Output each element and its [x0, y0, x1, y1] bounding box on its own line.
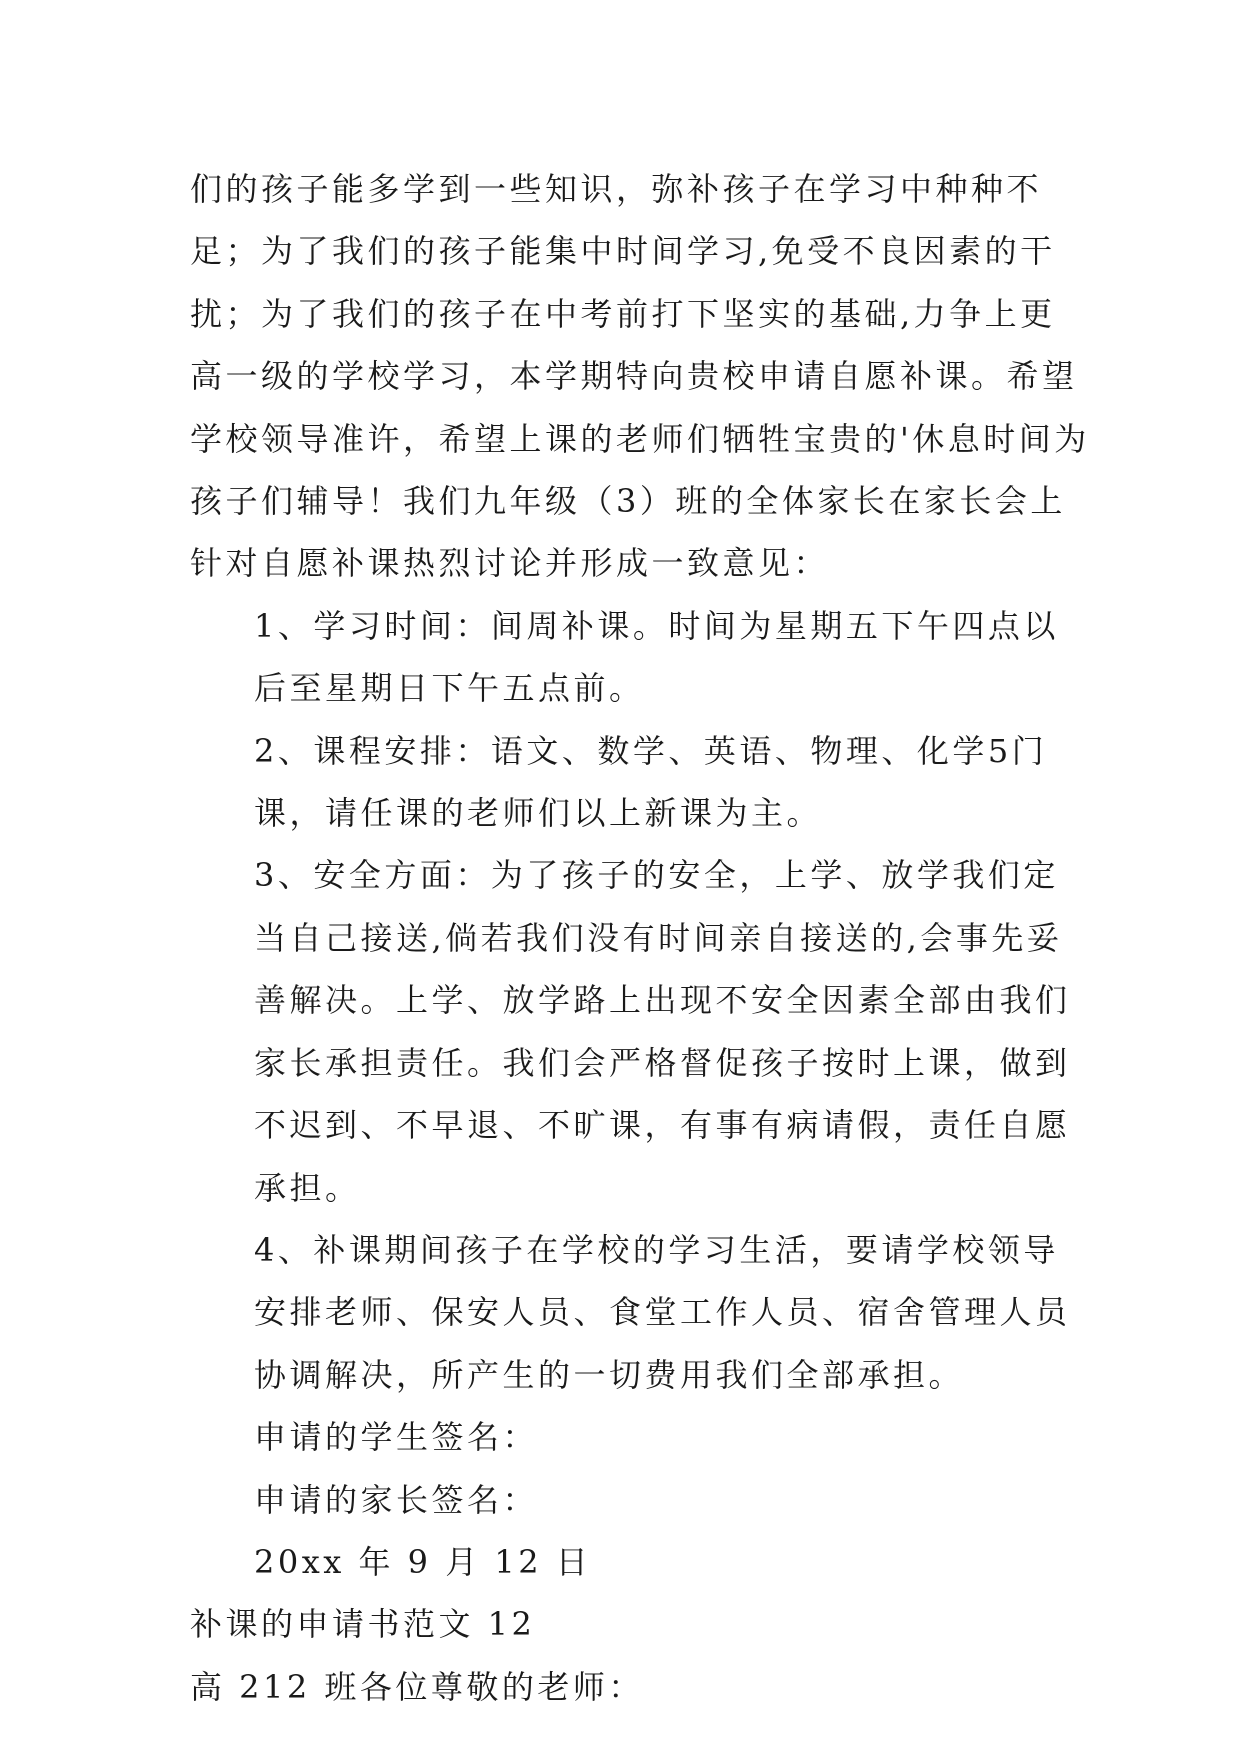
date-line: 20xx 年 9 月 12 日: [254, 1542, 592, 1581]
document-body: [190, 158, 1090, 1718]
parent-signature-line: 申请的家长签名：: [254, 1480, 539, 1519]
item-study-time: 1、学习时间：间周补课。时间为星期五下午四点以后至星期日下午五点前。: [254, 606, 1059, 708]
item-school-life: 4、补课期间孩子在学校的学习生活，要请学校领导安排老师、保安人员、食堂工作人员、宿舍管理人员协调解决，所产生的一切费用我们全部承担。: [254, 1230, 1071, 1394]
next-salutation: 高 212 班各位尊敬的老师：: [190, 1667, 644, 1706]
item-course-arrangement: 2、课程安排：语文、数学、英语、物理、化学5门课，请任课的老师们以上新课为主。: [254, 731, 1048, 833]
student-signature-line: 申请的学生签名：: [254, 1418, 539, 1457]
item-safety: 3、安全方面：为了孩子的安全，上学、放学我们定当自己接送,倘若我们没有时间亲自接送的,会事先妥善解决。上学、放学路上出现不安全因素全部由我们家长承担责任。我们会严格督促孩子按时上课，做到不迟到、不早退、不旷课，有事有病请假，责任自愿承担。: [254, 856, 1071, 1207]
next-section-title: 补课的申请书范文 12: [190, 1605, 536, 1644]
intro-paragraph: 们的孩子能多学到一些知识，弥补孩子在学习中种种不足；为了我们的孩子能集中时间学习,免受不良因素的干扰；为了我们的孩子在中考前打下坚实的基础,力争上更高一级的学校学习，本学期特向贵校申请自愿补课。希望学校领导准许，希望上课的老师们牺牲宝贵的'休息时间为孩子们辅导！我们九年级（3）班的全体家长在家长会上针对自愿补课热烈讨论并形成一致意见：: [190, 170, 1090, 583]
